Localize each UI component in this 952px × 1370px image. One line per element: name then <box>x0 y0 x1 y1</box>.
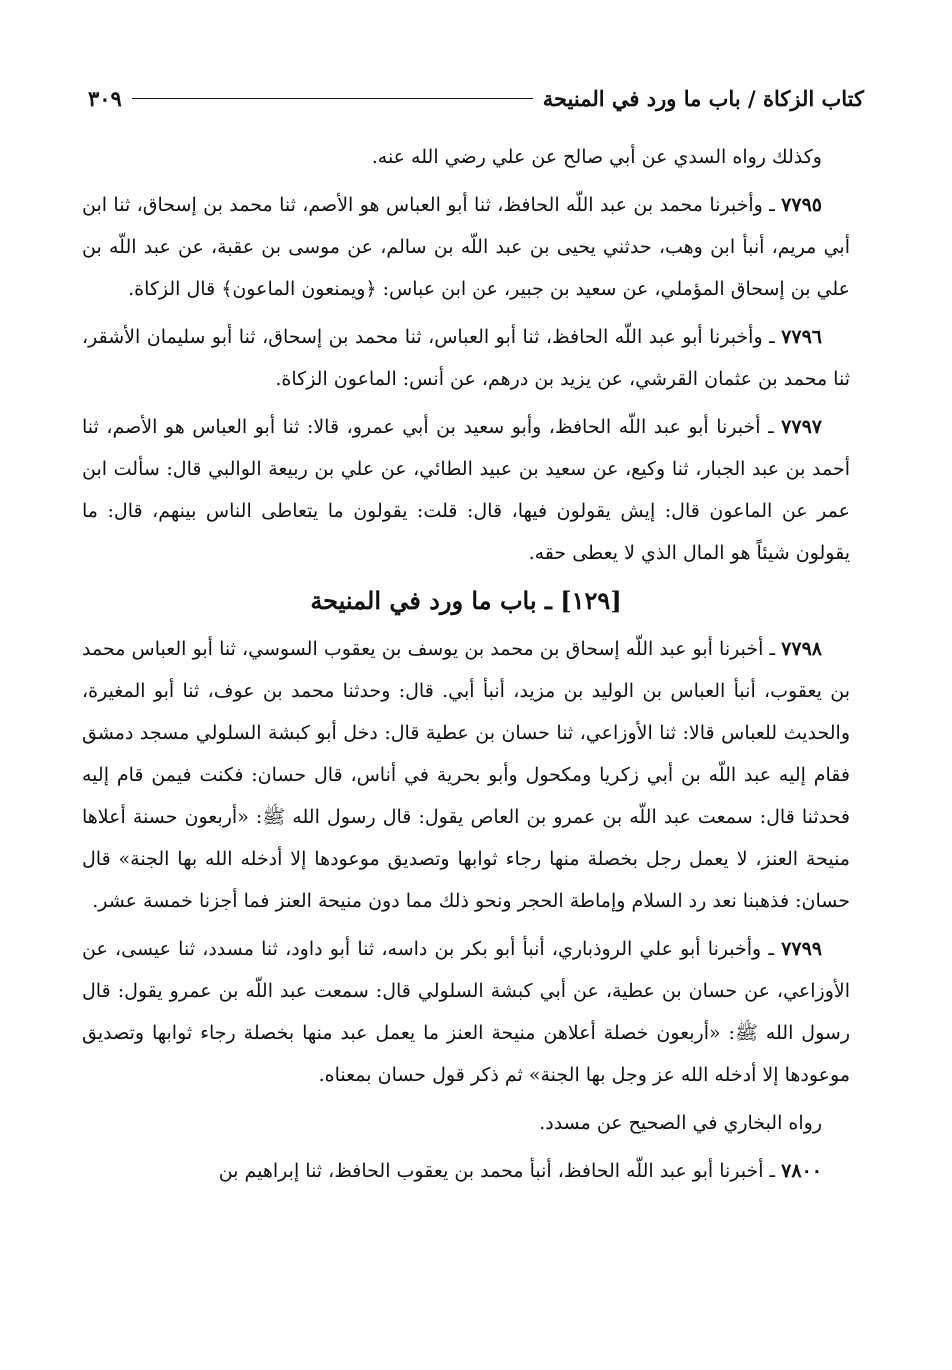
paragraph: رواه البخاري في الصحيح عن مسدد. <box>539 1112 822 1134</box>
hadith-number: ٧٧٩٥ <box>781 194 822 216</box>
body-text <box>82 136 850 1198</box>
hadith-number: ٧٧٩٧ <box>781 416 822 438</box>
hadith-paragraph: ٧٧٩٧ ـ أخبرنا أبو عبد اللّه الحافظ، وأبو سعيد بن أبي عمرو، قالا: ثنا أبو العباس هو الأصم، ثنا أحمد بن عبد الجبار، ثنا وكيع، عن سعيد بن عبيد الطائي، عن علي بن ربيعة الوالبي قال: سألت ابن عمر عن الماعون قال: إيش يقولون فيها، قال: قلت: يقولون ما يتعاطى الناس بينهم، قال: ما يقولون شيئاً هو المال الذي لا يعطى حقه. <box>82 416 850 564</box>
hadith-paragraph: ٧٧٩٦ ـ وأخبرنا أبو عبد اللّه الحافظ، ثنا أبو العباس، ثنا محمد بن إسحاق، ثنا أبو سليمان الأشقر، ثنا محمد بن عثمان القرشي، عن يزيد بن درهم، عن أنس: الماعون الزكاة. <box>82 326 850 390</box>
hadith-paragraph: ٧٧٩٩ ـ وأخبرنا أبو علي الروذباري، أنبأ أبو بكر بن داسه، ثنا أبو داود، ثنا مسدد، ثنا عيسى، عن الأوزاعي، عن حسان بن عطية، عن أبي كبشة السلولي قال: سمعت عبد اللّه بن عمرو يقول: قال رسول الله ﷺ: «أربعون خصلة أعلاهن منيحة العنز ما يعمل عبد منها بخصلة رجاء ثوابها وتصديق موعودها إلا أدخله الله عز وجل بها الجنة» ثم ذكر قول حسان بمعناه. <box>82 938 850 1086</box>
page-number: ٣٠٩ <box>88 85 122 111</box>
hadith-number: ٧٧٩٦ <box>781 326 822 348</box>
hadith-number: ٧٨٠٠ <box>781 1160 822 1182</box>
hadith-paragraph: ٧٧٩٨ ـ أخبرنا أبو عبد اللّه إسحاق بن محمد بن يوسف بن يعقوب السوسي، ثنا أبو العباس محمد بن يعقوب، أنبأ العباس بن الوليد بن مزيد، أنبأ أبي. قال: وحدثنا محمد بن عوف، ثنا أبو المغيرة، والحديث للعباس قالا: ثنا الأوزاعي، ثنا حسان بن عطية قال: دخل أبو كبشة السلولي مسجد دمشق فقام إليه عبد اللّه بن أبي زكريا ومكحول وأبو بحرية في أناس، قال حسان: فكنت فيمن قام إليه فحدثنا قال: سمعت عبد اللّه بن عمرو بن العاص يقول: قال رسول الله ﷺ: «أربعون حسنة أعلاها منيحة العنز، لا يعمل رجل بخصلة منها رجاء ثوابها وتصديق موعودها إلا أدخله الله بها الجنة» قال حسان: فذهبنا نعد رد السلام وإماطة الحجر ونحو ذلك مما دون منيحة العنز فما أجزنا خمسة عشر. <box>82 638 850 912</box>
paragraph: وكذلك رواه السدي عن أبي صالح عن علي رضي الله عنه. <box>371 146 822 168</box>
section-heading: [١٢٩] ـ باب ما ورد في المنيحة <box>310 586 622 615</box>
running-header <box>88 80 864 116</box>
hadith-paragraph: ٧٨٠٠ ـ أخبرنا أبو عبد اللّه الحافظ، أنبأ محمد بن يعقوب الحافظ، ثنا إبراهيم بن <box>218 1160 822 1182</box>
header-title: كتاب الزكاة / باب ما ورد في المنيحة <box>542 85 864 111</box>
hadith-paragraph: ٧٧٩٥ ـ وأخبرنا محمد بن عبد اللّه الحافظ، ثنا أبو العباس هو الأصم، ثنا محمد بن إسحاق، ثنا ابن أبي مريم، أنبأ ابن وهب، حدثني يحيى بن عبد اللّه بن سالم، عن موسى بن عقبة، عن عبد اللّه بن علي بن إسحاق المؤملي، عن سعيد بن جبير، عن ابن عباس: ﴿ويمنعون الماعون﴾ قال الزكاة. <box>82 194 850 300</box>
header-rule <box>132 98 533 99</box>
hadith-number: ٧٧٩٩ <box>781 938 822 960</box>
hadith-number: ٧٧٩٨ <box>781 638 822 660</box>
